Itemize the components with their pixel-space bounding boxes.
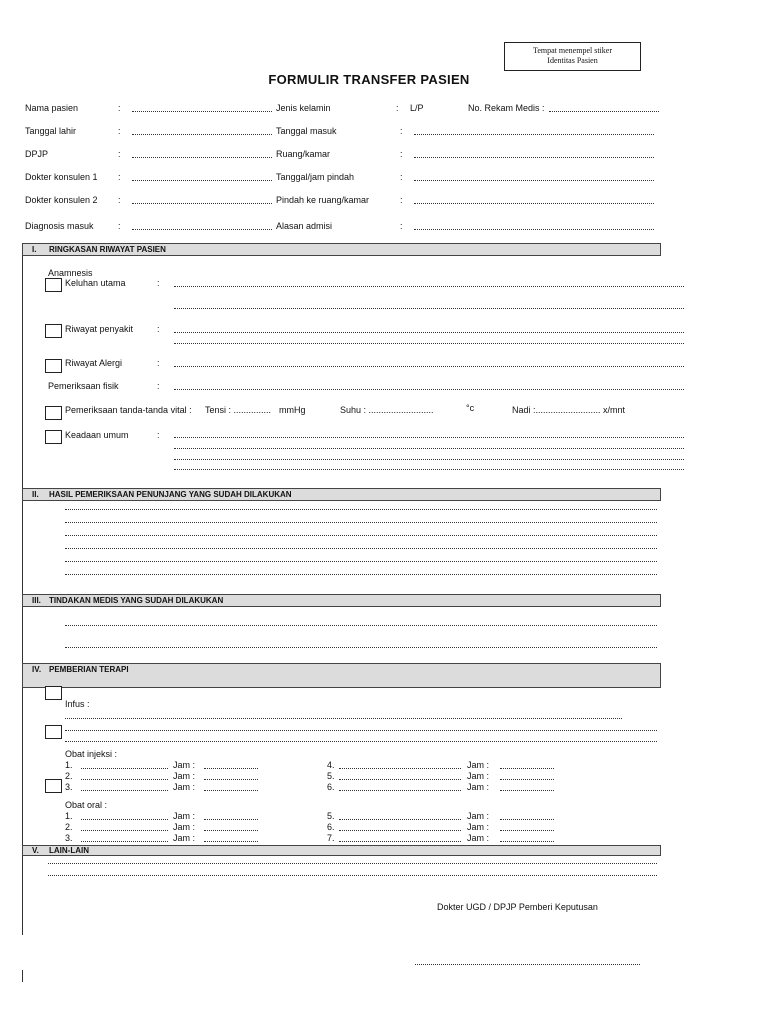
label-jam: Jam : <box>173 782 196 792</box>
label-keadaan-umum: Keadaan umum <box>65 430 129 440</box>
field-pemeriksaan-fisik[interactable] <box>174 389 684 390</box>
field-tanggal-masuk[interactable] <box>414 134 654 135</box>
label-jenis-kelamin: Jenis kelamin <box>276 103 331 113</box>
field-injeksi-4[interactable] <box>339 768 461 769</box>
section-header-tindakan-medis <box>22 594 661 607</box>
field-jam-oral-2[interactable] <box>204 830 258 831</box>
field-infus-line-2[interactable] <box>65 730 657 731</box>
section-header-ringkasan <box>22 243 661 256</box>
field-jam-oral-3[interactable] <box>204 841 258 842</box>
field-hasil-line-1[interactable] <box>65 509 657 510</box>
field-tindakan-line-2[interactable] <box>65 647 657 648</box>
label-jam: Jam : <box>467 833 490 843</box>
colon: : <box>118 172 121 182</box>
section-title: PEMBERIAN TERAPI <box>49 665 129 674</box>
field-injeksi-5[interactable] <box>339 779 461 780</box>
checkbox-riwayat-alergi[interactable] <box>45 359 62 373</box>
field-oral-1[interactable] <box>81 819 168 820</box>
colon: : <box>118 195 121 205</box>
label-infus: Infus : <box>65 699 90 709</box>
colon: : <box>157 278 160 288</box>
oral-number: 1. <box>65 811 73 821</box>
label-lp[interactable]: L/P <box>410 103 424 113</box>
section-number: II. <box>32 490 39 499</box>
field-tindakan-line-1[interactable] <box>65 625 657 626</box>
field-keadaan-umum-line-3[interactable] <box>174 459 684 460</box>
label-dokter-konsulen-1: Dokter konsulen 1 <box>25 172 98 182</box>
checkbox-terapi-1[interactable] <box>45 686 62 700</box>
checkbox-terapi-2[interactable] <box>45 725 62 739</box>
label-keluhan-utama: Keluhan utama <box>65 278 126 288</box>
field-nama-pasien[interactable] <box>132 111 272 112</box>
label-celsius: °c <box>466 403 475 413</box>
field-riwayat-penyakit-line-1[interactable] <box>174 332 684 333</box>
colon: : <box>396 103 399 113</box>
label-riwayat-alergi: Riwayat Alergi <box>65 358 123 368</box>
colon: : <box>118 149 121 159</box>
field-keluhan-utama-line-2[interactable] <box>174 308 684 309</box>
checkbox-riwayat-penyakit[interactable] <box>45 324 62 338</box>
label-obat-oral: Obat oral : <box>65 800 108 810</box>
colon: : <box>118 103 121 113</box>
oral-number: 3. <box>65 833 73 843</box>
field-hasil-line-6[interactable] <box>65 574 657 575</box>
section-title: HASIL PEMERIKSAAN PENUNJANG YANG SUDAH DILAKUKAN <box>49 490 292 499</box>
field-injeksi-3[interactable] <box>81 790 168 791</box>
oral-number: 6. <box>327 822 335 832</box>
injeksi-number: 1. <box>65 760 73 770</box>
label-dpjp: DPJP <box>25 149 49 159</box>
field-tensi[interactable]: Tensi : ............... <box>205 405 272 415</box>
oral-number: 5. <box>327 811 335 821</box>
oral-number: 7. <box>327 833 335 843</box>
colon: : <box>118 126 121 136</box>
checkbox-keluhan-utama[interactable] <box>45 278 62 292</box>
label-jam: Jam : <box>173 833 196 843</box>
section-number: III. <box>32 596 41 605</box>
label-jam: Jam : <box>173 822 196 832</box>
label-jam: Jam : <box>173 760 196 770</box>
field-jam-injeksi-2[interactable] <box>204 779 258 780</box>
section-number: V. <box>32 846 39 855</box>
label-tanda-vital: Pemeriksaan tanda-tanda vital : <box>65 405 192 415</box>
signature-label: Dokter UGD / DPJP Pemberi Keputusan <box>437 902 598 912</box>
sticker-line-1: Tempat menempel stiker <box>533 46 612 55</box>
field-ruang-kamar[interactable] <box>414 157 654 158</box>
field-jam-oral-5[interactable] <box>500 819 554 820</box>
colon: : <box>157 324 160 334</box>
field-injeksi-1[interactable] <box>81 768 168 769</box>
field-jam-oral-1[interactable] <box>204 819 258 820</box>
section-number: IV. <box>32 665 42 674</box>
field-jam-injeksi-4[interactable] <box>500 768 554 769</box>
field-lain-lain-line-2[interactable] <box>48 875 657 876</box>
injeksi-number: 6. <box>327 782 335 792</box>
field-hasil-line-4[interactable] <box>65 548 657 549</box>
field-tanggal-jam-pindah[interactable] <box>414 180 654 181</box>
section-header-pemberian-terapi <box>22 663 661 688</box>
label-mmhg: mmHg <box>279 405 306 415</box>
colon: : <box>157 381 160 391</box>
left-border-mark <box>22 970 23 982</box>
injeksi-number: 5. <box>327 771 335 781</box>
label-dokter-konsulen-2: Dokter konsulen 2 <box>25 195 98 205</box>
form-title: FORMULIR TRANSFER PASIEN <box>268 72 470 87</box>
section-title: RINGKASAN RIWAYAT PASIEN <box>49 245 166 254</box>
label-diagnosis-masuk: Diagnosis masuk <box>25 221 94 231</box>
section-header-hasil-pemeriksaan <box>22 488 661 501</box>
field-nadi[interactable]: Nadi :.......................... x/mnt <box>512 405 626 415</box>
field-jam-oral-7[interactable] <box>500 841 554 842</box>
checkbox-keadaan-umum[interactable] <box>45 430 62 444</box>
label-jam: Jam : <box>467 782 490 792</box>
checkbox-tanda-vital[interactable] <box>45 406 62 420</box>
colon: : <box>400 149 403 159</box>
section-title: TINDAKAN MEDIS YANG SUDAH DILAKUKAN <box>49 596 224 605</box>
colon: : <box>157 430 160 440</box>
signature-line[interactable] <box>415 964 640 965</box>
injeksi-number: 2. <box>65 771 73 781</box>
field-no-rekam-medis[interactable] <box>549 111 659 112</box>
field-jam-injeksi-5[interactable] <box>500 779 554 780</box>
field-suhu[interactable]: Suhu : .......................... <box>340 405 434 415</box>
label-tanggal-lahir: Tanggal lahir <box>25 126 77 136</box>
field-hasil-line-2[interactable] <box>65 522 657 523</box>
field-jam-injeksi-1[interactable] <box>204 768 258 769</box>
field-dpjp[interactable] <box>132 157 272 158</box>
field-jam-oral-6[interactable] <box>500 830 554 831</box>
field-tanggal-lahir[interactable] <box>132 134 272 135</box>
field-infus-line-1[interactable] <box>65 718 622 719</box>
colon: : <box>118 221 121 231</box>
field-injeksi-2[interactable] <box>81 779 168 780</box>
checkbox-terapi-3[interactable] <box>45 779 62 793</box>
label-jam: Jam : <box>467 771 490 781</box>
colon: : <box>400 172 403 182</box>
field-riwayat-penyakit-line-2[interactable] <box>174 343 684 344</box>
field-oral-7[interactable] <box>339 841 461 842</box>
label-anamnesis: Anamnesis <box>48 268 93 278</box>
colon: : <box>157 358 160 368</box>
label-pemeriksaan-fisik: Pemeriksaan fisik <box>48 381 119 391</box>
colon: : <box>400 126 403 136</box>
field-alasan-admisi[interactable] <box>414 229 654 230</box>
label-pindah-ke-ruang: Pindah ke ruang/kamar <box>276 195 370 205</box>
field-diagnosis-masuk[interactable] <box>132 229 272 230</box>
field-jam-injeksi-3[interactable] <box>204 790 258 791</box>
injeksi-number: 4. <box>327 760 335 770</box>
field-keadaan-umum-line-4[interactable] <box>174 469 684 470</box>
field-infus-line-3[interactable] <box>65 741 657 742</box>
field-oral-3[interactable] <box>81 841 168 842</box>
field-oral-5[interactable] <box>339 819 461 820</box>
colon: : <box>400 221 403 231</box>
field-hasil-line-3[interactable] <box>65 535 657 536</box>
colon: : <box>400 195 403 205</box>
oral-number: 2. <box>65 822 73 832</box>
label-nama-pasien: Nama pasien <box>25 103 79 113</box>
field-jam-injeksi-6[interactable] <box>500 790 554 791</box>
label-jam: Jam : <box>467 811 490 821</box>
field-hasil-line-5[interactable] <box>65 561 657 562</box>
label-jam: Jam : <box>173 811 196 821</box>
label-jam: Jam : <box>467 822 490 832</box>
field-keluhan-utama-line-1[interactable] <box>174 286 684 287</box>
field-pindah-ke-ruang[interactable] <box>414 203 654 204</box>
field-riwayat-alergi[interactable] <box>174 366 684 367</box>
field-oral-2[interactable] <box>81 830 168 831</box>
field-dokter-konsulen-2[interactable] <box>132 203 272 204</box>
section-title: LAIN-LAIN <box>49 846 89 855</box>
section-number: I. <box>32 245 37 254</box>
label-riwayat-penyakit: Riwayat penyakit <box>65 324 134 334</box>
label-tanggal-masuk: Tanggal masuk <box>276 126 337 136</box>
field-keadaan-umum-line-2[interactable] <box>174 448 684 449</box>
field-dokter-konsulen-1[interactable] <box>132 180 272 181</box>
injeksi-number: 3. <box>65 782 73 792</box>
label-no-rekam-medis: No. Rekam Medis : <box>468 103 545 113</box>
field-injeksi-6[interactable] <box>339 790 461 791</box>
label-jam: Jam : <box>173 771 196 781</box>
field-oral-6[interactable] <box>339 830 461 831</box>
sticker-line-2: Identitas Pasien <box>547 56 598 65</box>
label-ruang-kamar: Ruang/kamar <box>276 149 331 159</box>
label-alasan-admisi: Alasan admisi <box>276 221 333 231</box>
section-header-lain-lain <box>22 845 661 856</box>
label-jam: Jam : <box>467 760 490 770</box>
label-tanggal-jam-pindah: Tanggal/jam pindah <box>276 172 355 182</box>
patient-sticker-box <box>504 42 641 71</box>
field-lain-lain-line-1[interactable] <box>48 863 657 864</box>
field-keadaan-umum-line-1[interactable] <box>174 437 684 438</box>
label-obat-injeksi: Obat injeksi : <box>65 749 118 759</box>
